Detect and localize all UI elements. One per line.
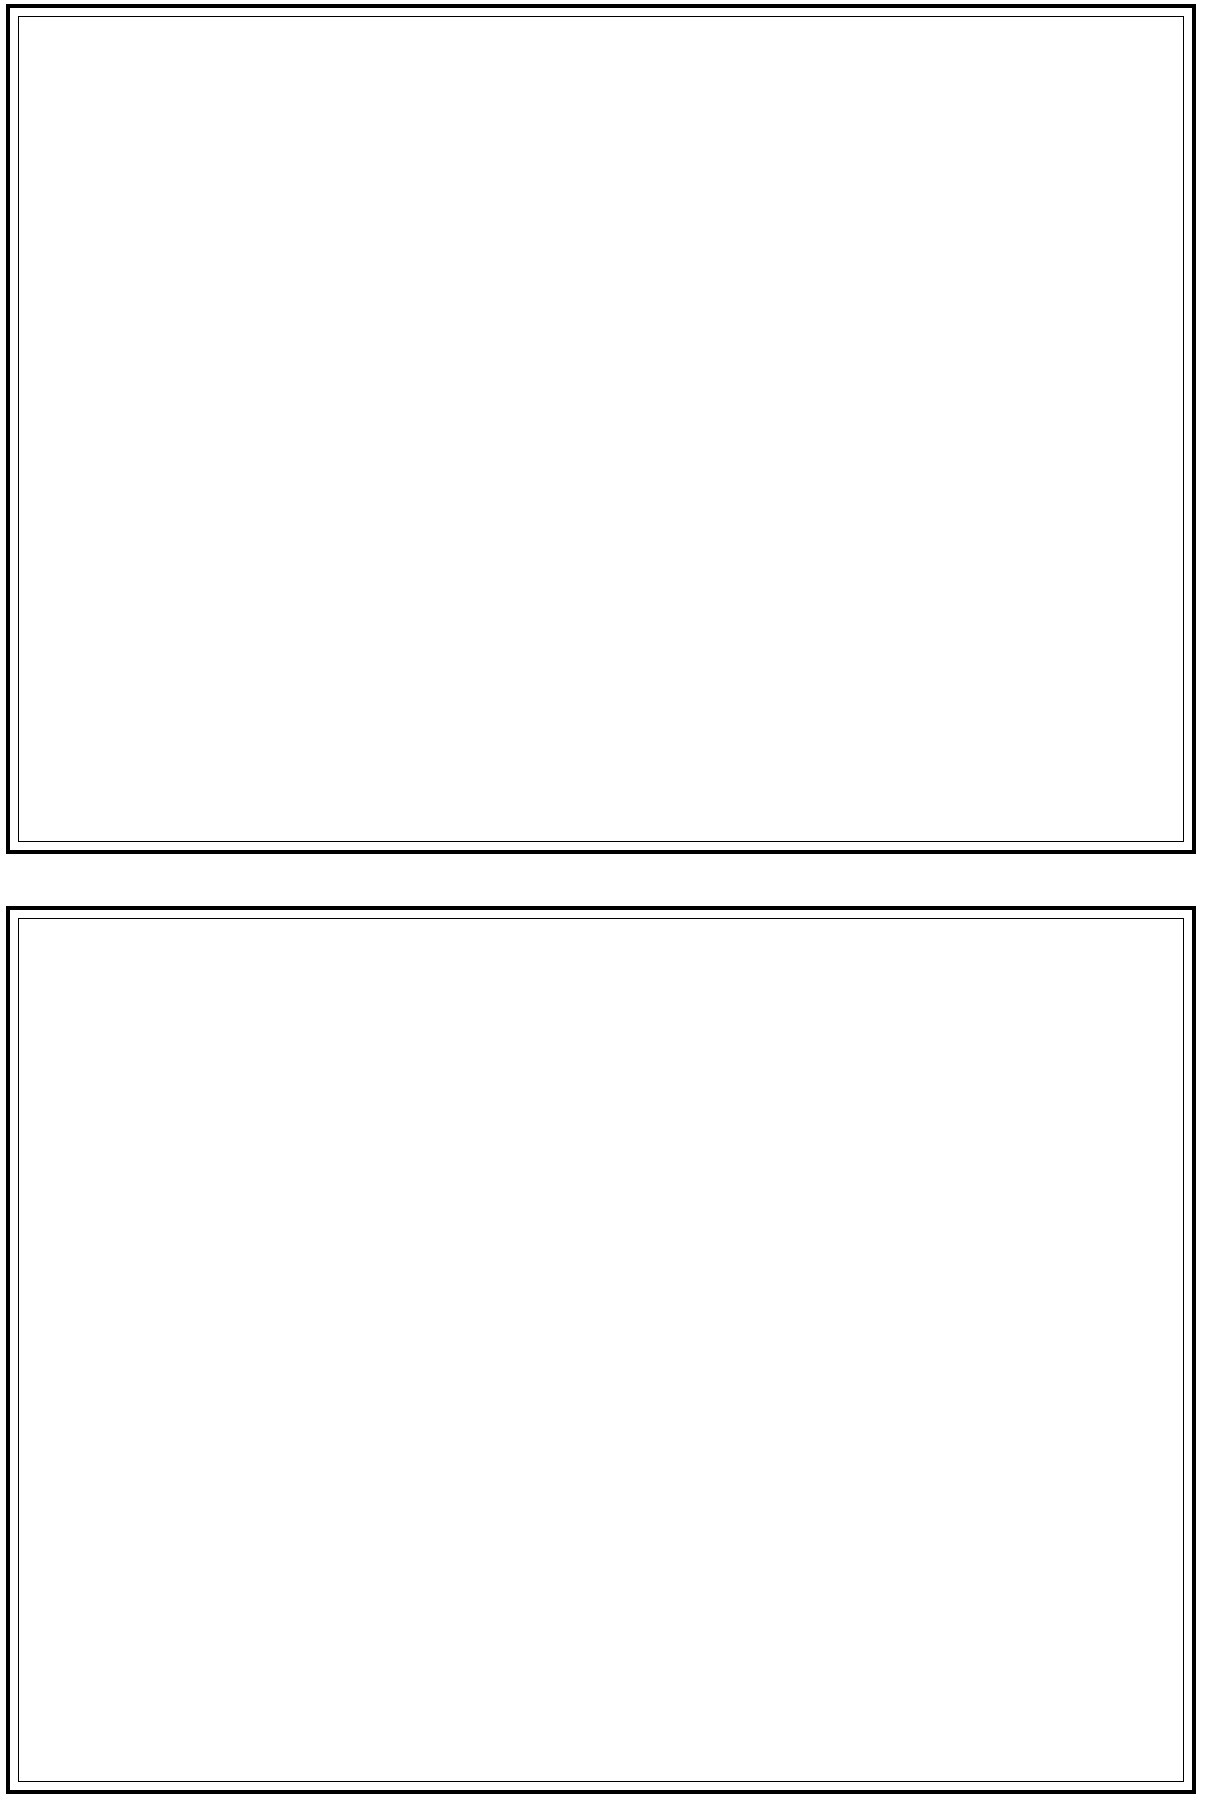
bottom-page — [6, 906, 1196, 1794]
bottom-page-frame — [18, 918, 1184, 1782]
top-page-frame — [18, 16, 1184, 842]
top-page — [6, 4, 1196, 854]
